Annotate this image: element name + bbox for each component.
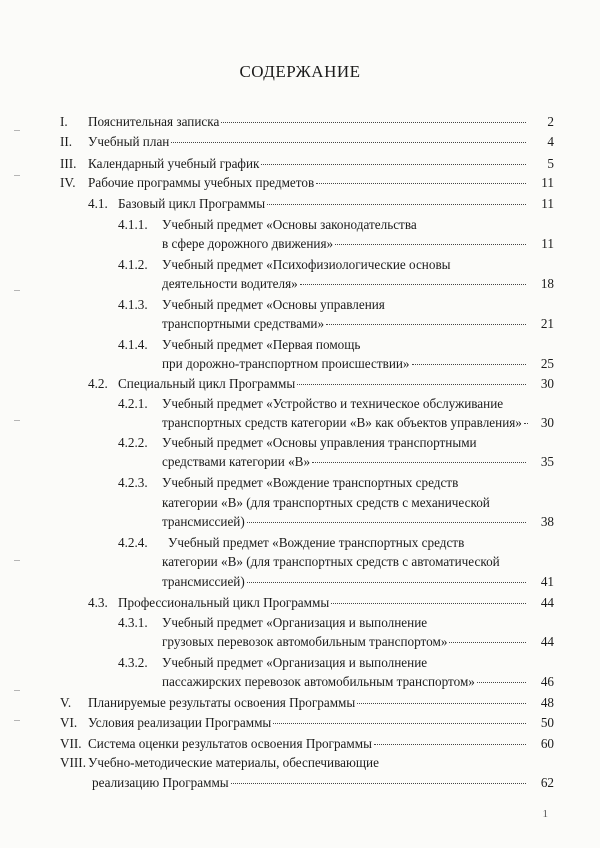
toc-dot-leader (221, 122, 526, 123)
toc-entry-title: транспортных средств категории «B» как объектов управления» (162, 415, 522, 430)
toc-entry[interactable] (0, 434, 600, 452)
scan-margin-mark (14, 690, 20, 691)
toc-dot-leader (231, 783, 526, 784)
toc-entry[interactable] (0, 774, 600, 792)
toc-entry-title: Учебный предмет «Устройство и техническое обслуживание (162, 396, 504, 411)
toc-dot-leader (300, 284, 526, 285)
toc-entry-title: категории «B» (для транспортных средств с механической (162, 495, 490, 510)
toc-entry-title: транспортными средствами» (162, 316, 325, 331)
toc-entry-page: 11 (541, 236, 554, 251)
toc-entry-number: II. (60, 134, 73, 149)
toc-entry[interactable] (0, 155, 600, 173)
toc-entry[interactable] (0, 673, 600, 691)
toc-entry[interactable] (0, 113, 600, 131)
toc-entry-number: 4.1.4. (118, 337, 148, 352)
toc-entry[interactable] (0, 494, 600, 512)
toc-dot-leader (477, 682, 526, 683)
toc-entry-page: 5 (547, 156, 554, 171)
toc-entry-page: 35 (540, 454, 554, 469)
toc-dot-leader (412, 364, 526, 365)
toc-entry[interactable] (0, 534, 600, 552)
toc-entry-title: Специальный цикл Программы (118, 376, 296, 391)
toc-entry-page: 50 (540, 715, 554, 730)
scan-margin-mark (14, 130, 20, 131)
toc-entry-title: при дорожно-транспортном происшествии» (162, 356, 410, 371)
toc-entry[interactable] (0, 235, 600, 253)
toc-entry-page: 62 (540, 775, 554, 790)
toc-entry-number: VII. (60, 736, 82, 751)
toc-entry-number: 4.2.4. (118, 535, 148, 550)
toc-dot-leader (326, 324, 526, 325)
toc-entry[interactable] (0, 414, 600, 432)
page-number: 1 (542, 808, 548, 820)
toc-entry[interactable] (0, 573, 600, 591)
toc-entry[interactable] (0, 275, 600, 293)
toc-entry-title: Условия реализации Программы (88, 715, 272, 730)
toc-entry[interactable] (0, 296, 600, 314)
toc-dot-leader (267, 204, 526, 205)
toc-dot-leader (171, 142, 526, 143)
toc-entry-page: 30 (540, 376, 554, 391)
scan-margin-mark (14, 720, 20, 721)
toc-entry-title: Учебно-методические материалы, обеспечивающие (88, 755, 379, 770)
toc-dot-leader (247, 582, 526, 583)
toc-entry-title: Учебный предмет «Психофизиологические основы (162, 257, 451, 272)
toc-entry-title: трансмиссией) (162, 574, 245, 589)
toc-dot-leader (357, 703, 526, 704)
toc-entry-title: грузовых перевозок автомобильным транспортом» (162, 634, 448, 649)
toc-entry-title: Учебный предмет «Организация и выполнение (162, 655, 428, 670)
toc-entry[interactable] (0, 315, 600, 333)
toc-entry-title: Учебный план (88, 134, 170, 149)
toc-entry-title: трансмиссией) (162, 514, 245, 529)
toc-entry-page: 60 (540, 736, 554, 751)
toc-dot-leader (247, 522, 526, 523)
toc-entry-page: 41 (540, 574, 554, 589)
toc-entry-page: 48 (540, 695, 554, 710)
toc-dot-leader (297, 384, 526, 385)
toc-entry-title: Учебный предмет «Вождение транспортных средств (162, 475, 459, 490)
toc-dot-leader (374, 744, 526, 745)
toc-entry-title: в сфере дорожного движения» (162, 236, 334, 251)
toc-entry[interactable] (0, 513, 600, 531)
toc-entry-title: Планируемые результаты освоения Программы (88, 695, 356, 710)
toc-entry-number: 4.2.1. (118, 396, 148, 411)
toc-entry-title: реализацию Программы (92, 775, 229, 790)
scan-margin-mark (14, 560, 20, 561)
toc-entry[interactable] (0, 754, 600, 772)
toc-entry-title: деятельности водителя» (162, 276, 298, 291)
toc-entry-number: VI. (60, 715, 78, 730)
toc-entry-number: 4.3.2. (118, 655, 148, 670)
toc-entry-number: V. (60, 695, 72, 710)
toc-entry[interactable] (0, 256, 600, 274)
toc-entry-number: 4.2.3. (118, 475, 148, 490)
toc-dot-leader (316, 183, 526, 184)
toc-entry[interactable] (0, 395, 600, 413)
toc-entry-number: III. (60, 156, 77, 171)
toc-entry-page: 25 (540, 356, 554, 371)
toc-entry[interactable] (0, 195, 600, 213)
toc-entry-title: пассажирских перевозок автомобильным транспортом» (162, 674, 475, 689)
toc-entry-title: Учебный предмет «Вождение транспортных средств (168, 535, 465, 550)
toc-entry-number: IV. (60, 175, 76, 190)
toc-entry-page: 30 (540, 415, 554, 430)
toc-entry-title: Календарный учебный график (88, 156, 260, 171)
toc-dot-leader (331, 603, 526, 604)
toc-entry-title: Учебный предмет «Основы управления транспортными (162, 435, 477, 450)
scan-margin-mark (14, 175, 20, 176)
toc-entry-page: 44 (540, 634, 554, 649)
page-title: СОДЕРЖАНИЕ (239, 62, 361, 81)
toc-entry-title: категории «B» (для транспортных средств с автоматической (162, 554, 500, 569)
toc-entry-title: Учебный предмет «Организация и выполнение (162, 615, 428, 630)
toc-entry-title: Пояснительная записка (88, 114, 220, 129)
toc-entry[interactable] (0, 654, 600, 672)
toc-entry[interactable] (0, 216, 600, 234)
toc-entry[interactable] (0, 694, 600, 712)
toc-entry-title: Профессиональный цикл Программы (118, 595, 330, 610)
toc-dot-leader (335, 244, 526, 245)
toc-entry-number: I. (60, 114, 68, 129)
toc-entry-number: VIII. (60, 755, 86, 770)
toc-entry-title: Рабочие программы учебных предметов (88, 175, 315, 190)
toc-entry-page: 4 (547, 134, 554, 149)
toc-entry[interactable] (0, 714, 600, 732)
toc-entry[interactable] (0, 453, 600, 471)
toc-entry[interactable] (0, 174, 600, 192)
toc-entry[interactable] (0, 355, 600, 373)
toc-entry[interactable] (0, 336, 600, 354)
toc-entry-title: Система оценки результатов освоения Программы (88, 736, 372, 751)
toc-entry-title: Учебный предмет «Первая помощь (162, 337, 361, 352)
toc-dot-leader (312, 462, 526, 463)
toc-entry-title: Учебный предмет «Основы управления (162, 297, 385, 312)
toc-entry-title: Базовый цикл Программы (118, 196, 266, 211)
toc-entry-page: 21 (540, 316, 554, 331)
toc-entry[interactable] (0, 633, 600, 651)
toc-dot-leader (524, 423, 528, 424)
toc-entry-page: 18 (540, 276, 554, 291)
toc-entry-number: 4.1.2. (118, 257, 148, 272)
toc-entry[interactable] (0, 614, 600, 632)
scan-margin-mark (14, 290, 20, 291)
toc-entry-number: 4.2.2. (118, 435, 148, 450)
toc-entry-number: 4.2. (88, 376, 108, 391)
toc-entry-page: 11 (541, 196, 554, 211)
toc-entry[interactable] (0, 474, 600, 492)
toc-entry-number: 4.3. (88, 595, 108, 610)
toc-entry-page: 44 (540, 595, 554, 610)
toc-entry-title: Учебный предмет «Основы законодательства (162, 217, 417, 232)
toc-entry-page: 38 (540, 514, 554, 529)
toc-entry-title: средствами категории «B» (162, 454, 311, 469)
toc-entry[interactable] (0, 375, 600, 393)
toc-entry-number: 4.1.1. (118, 217, 148, 232)
toc-entry-page: 2 (547, 114, 554, 129)
toc-entry[interactable] (0, 133, 600, 151)
toc-entry-number: 4.3.1. (118, 615, 148, 630)
scan-margin-mark (14, 420, 20, 421)
toc-dot-leader (449, 642, 526, 643)
toc-entry-page: 46 (540, 674, 554, 689)
toc-dot-leader (261, 164, 526, 165)
toc-entry-number: 4.1.3. (118, 297, 148, 312)
toc-entry-page: 11 (541, 175, 554, 190)
toc-entry[interactable] (0, 735, 600, 753)
toc-entry[interactable] (0, 553, 600, 571)
toc-entry[interactable] (0, 594, 600, 612)
toc-entry-number: 4.1. (88, 196, 108, 211)
toc-dot-leader (273, 723, 526, 724)
